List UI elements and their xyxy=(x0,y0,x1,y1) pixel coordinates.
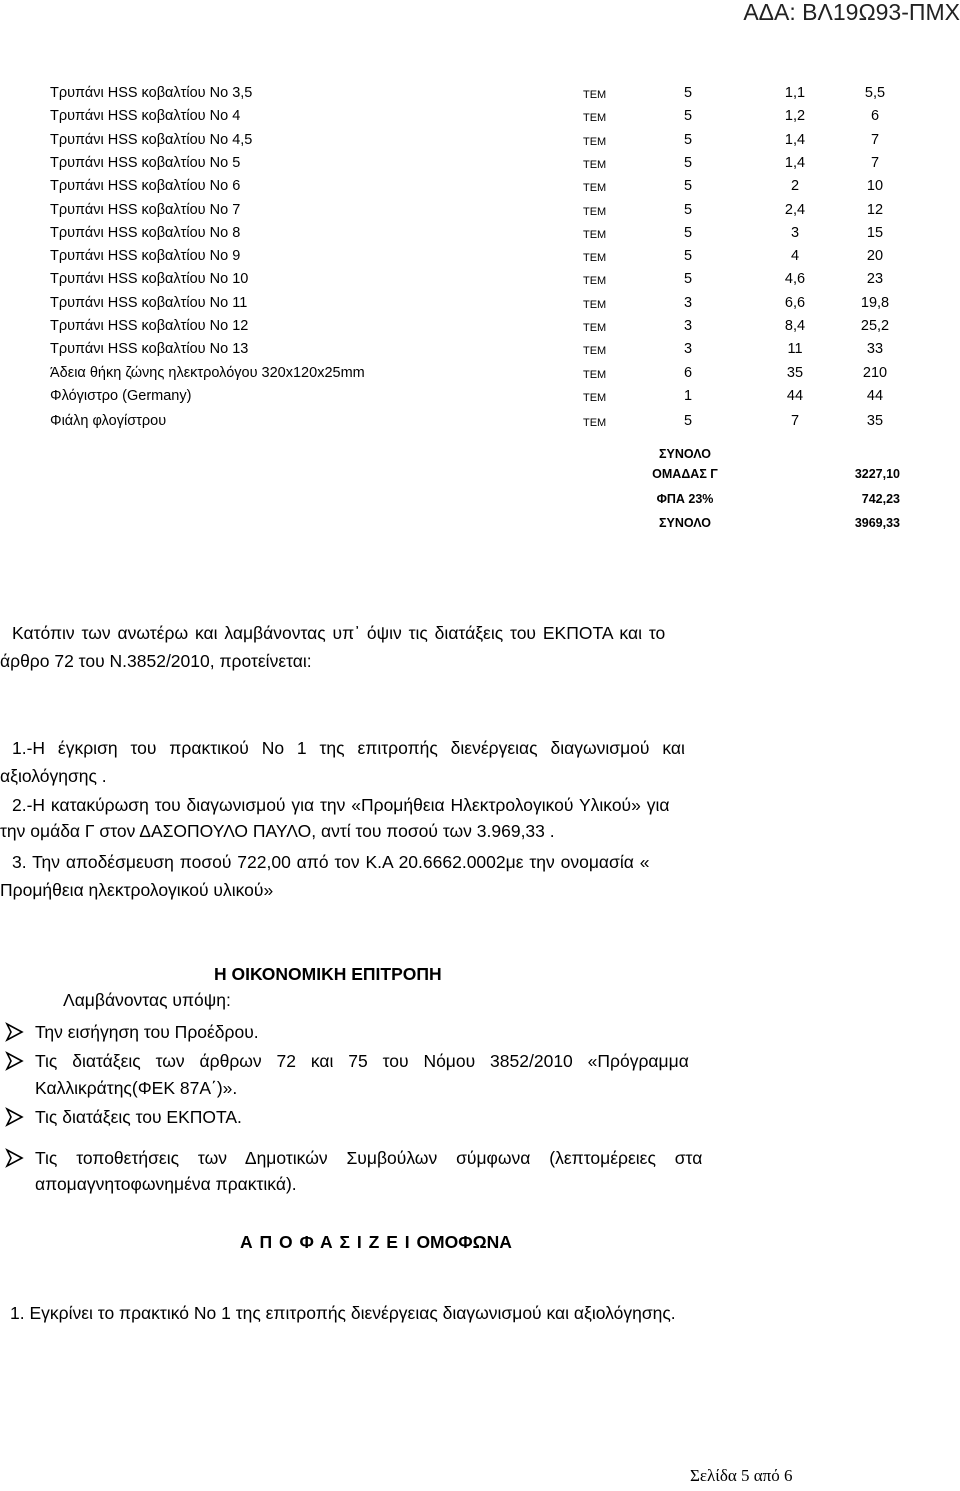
item-description: Φιάλη φλογίστρου xyxy=(50,413,167,430)
item-unit-price: 6,6 xyxy=(784,294,806,311)
item-description: Τρυπάνι HSS κοβαλτίου Νο 10 xyxy=(50,271,249,288)
item-quantity: 3 xyxy=(684,318,693,334)
item-unit: ΤΕΜ xyxy=(583,298,607,311)
item-total: 25,2 xyxy=(860,318,890,334)
item-total: 12 xyxy=(866,201,884,218)
vat-value: 742,23 xyxy=(861,492,900,506)
proposal-3-line-2: Προμήθεια ηλεκτρολογικού υλικού» xyxy=(0,880,274,900)
item-description: Τρυπάνι HSS κοβαλτίου Νο 9 xyxy=(50,248,241,265)
table-row xyxy=(0,105,960,128)
grand-total-value: 3969,33 xyxy=(854,516,900,530)
item-unit: ΤΕΜ xyxy=(583,112,607,125)
table-row xyxy=(0,315,960,338)
group-total-row-2 xyxy=(0,464,960,484)
table-row xyxy=(0,362,960,385)
item-description: Τρυπάνι HSS κοβαλτίου Νο 4,5 xyxy=(50,131,253,148)
consideration-2-line-1: Τις διατάξεις των άρθρων 72 και 75 του Νόμου 3852/2010 «Πρόγραμμα xyxy=(35,1051,689,1071)
item-description: Φλόγιστρο (Germany) xyxy=(50,387,192,404)
item-quantity: 5 xyxy=(684,85,693,101)
table-row xyxy=(0,222,960,245)
table-row xyxy=(0,82,960,105)
item-total: 19,8 xyxy=(860,294,890,311)
item-quantity: 1 xyxy=(684,387,693,404)
item-quantity: 5 xyxy=(684,108,693,125)
item-total: 20 xyxy=(866,248,884,265)
group-total-row xyxy=(0,444,960,464)
item-unit-price: 1,2 xyxy=(784,108,806,125)
item-unit: ΤΕΜ xyxy=(583,89,607,101)
item-unit-price: 7 xyxy=(790,413,800,430)
table-row xyxy=(0,245,960,268)
table-row xyxy=(0,385,960,408)
arrowhead-bullet-icon xyxy=(4,1107,24,1127)
item-unit: ΤΕΜ xyxy=(583,228,607,241)
proposal-1-line-2: αξιολόγησης . xyxy=(0,766,107,786)
item-total: 44 xyxy=(866,387,884,404)
item-total: 6 xyxy=(870,108,880,125)
item-quantity: 5 xyxy=(684,413,693,430)
consideration-4-line-2: απομαγνητοφωνημένα πρακτικά). xyxy=(35,1174,297,1194)
arrowhead-bullet-icon xyxy=(4,1022,24,1042)
table-row xyxy=(0,175,960,198)
group-total-value: 3227,10 xyxy=(854,467,900,481)
page-number: Σελίδα 5 από 6 xyxy=(690,1466,793,1485)
table-row xyxy=(0,129,960,152)
item-description: Τρυπάνι HSS κοβαλτίου Νο 6 xyxy=(50,178,241,195)
item-unit-price: 4,6 xyxy=(784,271,806,288)
item-quantity: 5 xyxy=(684,271,693,288)
group-total-label-2: ΟΜΑΔΑΣ Γ xyxy=(652,467,718,481)
consideration-1-text: Την εισήγηση του Προέδρου. xyxy=(35,1022,259,1042)
item-total: 23 xyxy=(866,271,884,288)
item-unit: ΤΕΜ xyxy=(583,205,607,218)
arrowhead-bullet-icon xyxy=(4,1148,24,1168)
item-quantity: 5 xyxy=(684,178,693,195)
item-unit-price: 3 xyxy=(790,224,800,241)
arrowhead-bullet-icon xyxy=(4,1051,24,1071)
proposal-1-line-1: 1.-Η έγκριση του πρακτικού Νο 1 της επιτροπής διενέργειας διαγωνισμού και xyxy=(12,738,685,758)
grand-total-label: ΣΥΝΟΛΟ xyxy=(659,516,711,530)
decision-title: Α Π Ο Φ Α Σ Ι Ζ Ε Ι ΟΜΟΦΩΝΑ xyxy=(240,1232,512,1252)
item-quantity: 5 xyxy=(684,154,693,171)
item-unit-price: 2 xyxy=(790,178,800,195)
vat-label: ΦΠΑ 23% xyxy=(656,492,714,506)
group-total-label-1: ΣΥΝΟΛΟ xyxy=(659,447,711,461)
table-row xyxy=(0,199,960,222)
item-unit: ΤΕΜ xyxy=(583,182,607,195)
item-quantity: 3 xyxy=(684,341,693,358)
table-row xyxy=(0,292,960,315)
item-unit: ΤΕΜ xyxy=(583,252,607,265)
item-unit-price: 11 xyxy=(787,341,803,358)
item-quantity: 5 xyxy=(684,131,693,148)
item-description: Τρυπάνι HSS κοβαλτίου Νο 7 xyxy=(50,201,241,218)
table-row xyxy=(0,152,960,175)
item-unit: ΤΕΜ xyxy=(583,158,607,171)
item-description: Άδεια θήκη ζώνης ηλεκτρολόγου 320x120x25mm xyxy=(50,364,365,381)
item-unit-price: 1,1 xyxy=(784,85,806,101)
table-row xyxy=(0,338,960,361)
item-total: 33 xyxy=(866,341,884,358)
item-description: Τρυπάνι HSS κοβαλτίου Νο 12 xyxy=(50,318,249,334)
vat-row xyxy=(0,489,960,509)
intro-line-1: Κατόπιν των ανωτέρω και λαμβάνοντας υπ᾽ όψιν τις διατάξεις του ΕΚΠΟΤΑ και το xyxy=(12,623,666,643)
consideration-2-line-2: Καλλικράτης(ΦΕΚ 87Α΄)». xyxy=(35,1078,238,1098)
item-description: Τρυπάνι HSS κοβαλτίου Νο 4 xyxy=(50,108,241,125)
item-unit: ΤΕΜ xyxy=(583,391,607,404)
item-unit: ΤΕΜ xyxy=(583,322,607,334)
intro-line-2: άρθρο 72 του Ν.3852/2010, προτείνεται: xyxy=(0,651,312,671)
item-unit-price: 1,4 xyxy=(784,154,806,171)
item-total: 7 xyxy=(870,131,880,148)
item-total: 5,5 xyxy=(864,85,886,101)
item-unit: ΤΕΜ xyxy=(583,135,607,148)
item-quantity: 5 xyxy=(684,201,693,218)
item-total: 15 xyxy=(866,224,884,241)
item-quantity: 5 xyxy=(684,224,693,241)
item-unit-price: 35 xyxy=(786,364,804,381)
item-unit-price: 4 xyxy=(790,248,800,265)
grand-total-row xyxy=(0,513,960,533)
item-unit: ΤΕΜ xyxy=(583,275,607,288)
item-unit-price: 8,4 xyxy=(784,318,806,334)
item-total: 210 xyxy=(862,364,888,381)
item-unit-price: 44 xyxy=(786,387,804,404)
item-unit-price: 2,4 xyxy=(784,201,806,218)
item-quantity: 5 xyxy=(684,248,693,265)
considering-label: Λαμβάνοντας υπόψη: xyxy=(63,990,231,1010)
item-quantity: 3 xyxy=(684,294,693,311)
item-description: Τρυπάνι HSS κοβαλτίου Νο 3,5 xyxy=(50,85,253,101)
item-description: Τρυπάνι HSS κοβαλτίου Νο 11 xyxy=(50,294,248,311)
item-unit: ΤΕΜ xyxy=(583,345,607,358)
table-row xyxy=(0,268,960,291)
item-unit: ΤΕΜ xyxy=(583,417,607,430)
item-total: 35 xyxy=(866,413,884,430)
item-description: Τρυπάνι HSS κοβαλτίου Νο 8 xyxy=(50,224,241,241)
document-code: ΑΔΑ: ΒΛ19Ω93-ΠΜΧ xyxy=(743,0,960,25)
item-description: Τρυπάνι HSS κοβαλτίου Νο 13 xyxy=(50,341,249,358)
proposal-2-line-2: την ομάδα Γ στον ΔΑΣΟΠΟΥΛΟ ΠΑΥΛΟ, αντί του ποσού των 3.969,33 . xyxy=(0,821,555,841)
committee-title: Η ΟΙΚΟΝΟΜΙΚΗ ΕΠΙΤΡΟΠΗ xyxy=(214,964,442,984)
consideration-3-text: Τις διατάξεις του ΕΚΠΟΤΑ. xyxy=(35,1107,242,1127)
item-quantity: 6 xyxy=(684,364,693,381)
decision-item-1: 1. Εγκρίνει το πρακτικό Νο 1 της επιτροπής διενέργειας διαγωνισμού και αξιολόγησης. xyxy=(10,1303,676,1323)
consideration-4-line-1: Τις τοποθετήσεις των Δημοτικών Συμβούλων σύμφωνα (λεπτομέρειες στα xyxy=(35,1148,703,1168)
item-total: 7 xyxy=(870,154,880,171)
proposal-3-line-1: 3. Την αποδέσμευση ποσού 722,00 από τον Κ.Α 20.6662.0002με την ονομασία « xyxy=(12,852,650,872)
table-row xyxy=(0,410,960,433)
item-total: 10 xyxy=(866,178,884,195)
proposal-2-line-1: 2.-Η κατακύρωση του διαγωνισμού για την «Προμήθεια Ηλεκτρολογικού Υλικού» για xyxy=(12,795,670,815)
item-unit-price: 1,4 xyxy=(784,131,806,148)
item-unit: ΤΕΜ xyxy=(583,368,607,381)
item-description: Τρυπάνι HSS κοβαλτίου Νο 5 xyxy=(50,154,241,171)
